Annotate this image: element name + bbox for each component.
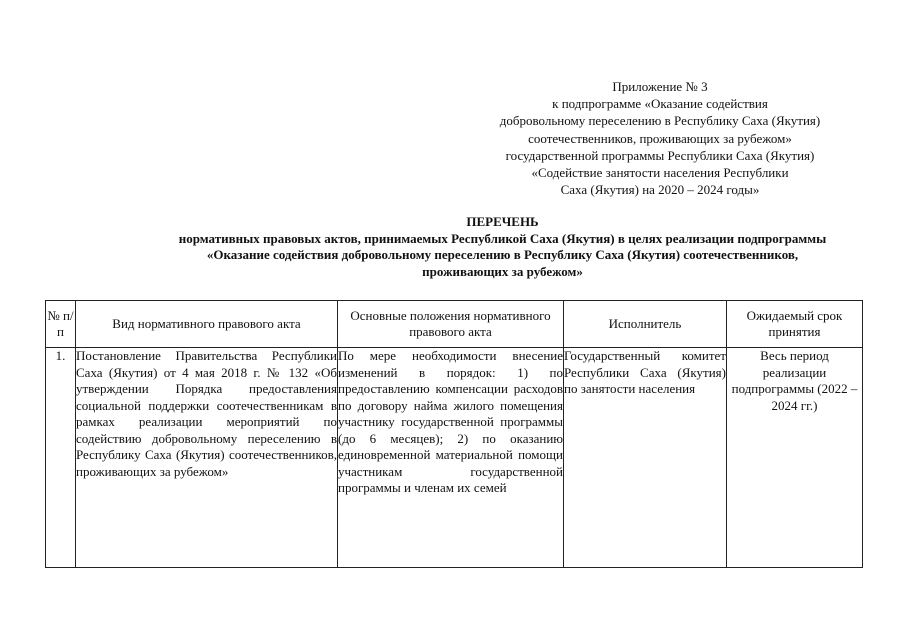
table-header-row bbox=[46, 301, 863, 348]
table-row bbox=[46, 348, 863, 568]
legal-acts-table bbox=[45, 300, 863, 568]
appendix-line: Саха (Якутия) на 2020 – 2024 годы» bbox=[560, 182, 760, 198]
header-provisions: Основные положения нормативного правового акта bbox=[338, 301, 564, 348]
appendix-block bbox=[460, 78, 860, 198]
appendix-line: соотечественников, проживающих за рубежом» bbox=[528, 130, 792, 146]
header-deadline: Ожидаемый срок принятия bbox=[727, 301, 863, 348]
appendix-line: Приложение № 3 bbox=[612, 79, 708, 94]
document-subtitle-line: проживающих за рубежом» bbox=[422, 263, 583, 279]
header-act-type: Вид нормативного правового акта bbox=[76, 301, 338, 348]
document-heading bbox=[40, 214, 905, 280]
row-act-type: Постановление Правительства Республики Саха (Якутия) от 4 мая 2018 г. № 132 «Об утверждении Порядка предоставления социальной поддержки соотечественникам в рамках реализации мероприятий по содействию добровольному переселению в Республику Саха (Якутия) соотечественников, проживающих за рубежом» bbox=[76, 348, 338, 568]
appendix-line: добровольному переселению в Республику Саха (Якутия) bbox=[499, 113, 821, 129]
row-executor: Государственный комитет Республики Саха (Якутия) по занятости населения bbox=[564, 348, 727, 568]
appendix-line: к подпрограмме «Оказание содействия bbox=[552, 96, 768, 112]
row-num: 1. bbox=[46, 348, 76, 568]
appendix-line: «Содействие занятости населения Республики bbox=[531, 165, 789, 181]
appendix-line: государственной программы Республики Саха (Якутия) bbox=[505, 147, 815, 163]
document-title: ПЕРЕЧЕНЬ bbox=[466, 214, 539, 229]
row-deadline: Весь период реализации подпрограммы (2022 – 2024 гг.) bbox=[727, 348, 863, 568]
document-subtitle-line: нормативных правовых актов, принимаемых Республикой Саха (Якутия) в целях реализации подпрограммы bbox=[178, 230, 827, 246]
document-subtitle-line: «Оказание содействия добровольному переселению в Республику Саха (Якутия) соотечественников, bbox=[206, 247, 799, 262]
header-executor: Исполнитель bbox=[564, 301, 727, 348]
row-provisions: По мере необходимости внесение изменений в порядок: 1) по предоставлению компенсации расходов по договору найма жилого помещения участнику государственной программы (до 6 месяцев); 2) по оказанию единовременной материальной помощи участникам государственной программы и членам их семей bbox=[338, 348, 564, 568]
header-num: № п/п bbox=[46, 301, 76, 348]
